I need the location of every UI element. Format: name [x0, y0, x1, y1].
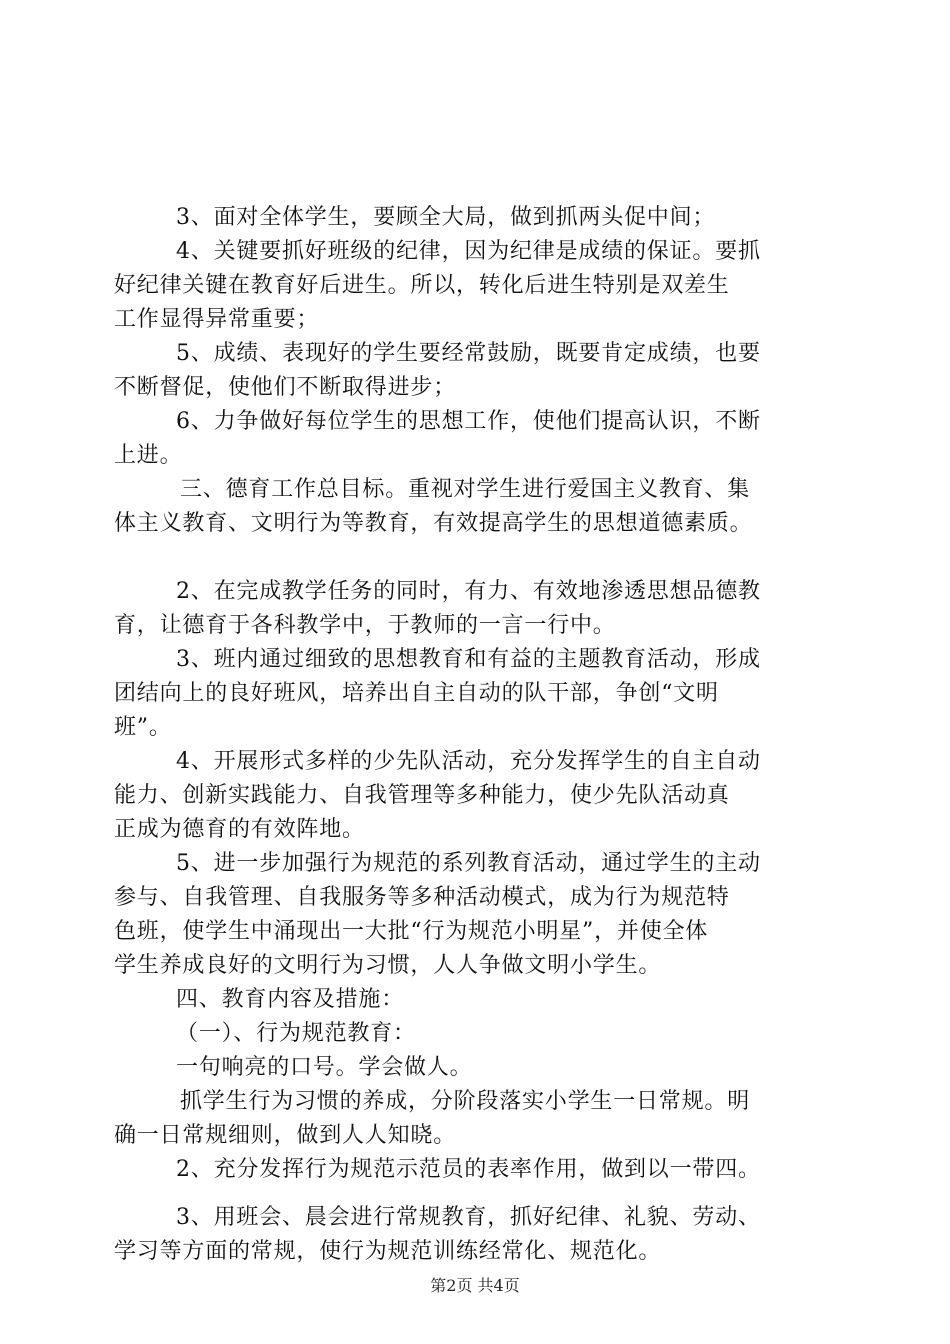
text-line: 团结向上的良好班风，培养出自主自动的队干部，争创“文明 — [114, 681, 719, 706]
text-line: 6、力争做好每位学生的思想工作，使他们提高认识，不断 — [176, 409, 761, 434]
text-line: 不断督促，使他们不断取得进步； — [114, 375, 457, 400]
text-line: 4、开展形式多样的少先队活动，充分发挥学生的自主自动 — [176, 749, 761, 774]
text-line: 三、德育工作总目标。重视对学生进行爱国主义教育、集 — [180, 477, 751, 502]
text-line: 班”。 — [114, 715, 172, 740]
text-line: 学生养成良好的文明行为习惯，人人争做文明小学生。 — [114, 953, 662, 978]
text-line: 5、进一步加强行为规范的系列教育活动，通过学生的主动 — [176, 851, 761, 876]
text-line: 好纪律关键在教育好后进生。所以，转化后进生特别是双差生 — [114, 273, 730, 298]
text-line: 抓学生行为习惯的养成，分阶段落实小学生一日常规。明 — [180, 1089, 751, 1114]
text-line: 学习等方面的常规，使行为规范训练经常化、规范化。 — [114, 1239, 662, 1264]
text-line: 参与、自我管理、自我服务等多种活动模式，成为行为规范特 — [114, 885, 730, 910]
text-line: 体主义教育、文明行为等教育，有效提高学生的思想道德素质。 — [114, 511, 753, 536]
section-heading: 四、教育内容及措施： — [176, 987, 405, 1012]
text-line: 3、班内通过细致的思想教育和有益的主题教育活动，形成 — [176, 647, 761, 672]
text-line: 工作显得异常重要； — [114, 307, 320, 332]
text-line: 5、成绩、表现好的学生要经常鼓励，既要肯定成绩，也要 — [176, 341, 761, 366]
page-number-footer: 第2页 共4页 — [430, 1276, 520, 1295]
text-line: 上进。 — [114, 443, 183, 468]
text-line: 能力、创新实践能力、自我管理等多种能力，使少先队活动真 — [114, 783, 730, 808]
text-line: 2、在完成教学任务的同时，有力、有效地渗透思想品德教 — [176, 579, 761, 604]
text-line: 确一日常规细则，做到人人知晓。 — [114, 1123, 457, 1148]
text-line: 一句响亮的口号。学会做人。 — [176, 1055, 473, 1080]
text-line: 4、关键要抓好班级的纪律，因为纪律是成绩的保证。要抓 — [176, 239, 761, 264]
subsection-heading: （一）、行为规范教育： — [176, 1021, 416, 1046]
text-line: 正成为德育的有效阵地。 — [114, 817, 365, 842]
text-line: 育，让德育于各科教学中，于教师的一言一行中。 — [114, 613, 616, 638]
text-line: 3、用班会、晨会进行常规教育，抓好纪律、礼貌、劳动、 — [176, 1205, 761, 1230]
text-line: 色班，使学生中涌现出一大批“行为规范小明星”，并使全体 — [114, 919, 709, 944]
text-line: 3、面对全体学生，要顾全大局，做到抓两头促中间； — [176, 205, 716, 230]
text-line: 2、充分发挥行为规范示范员的表率作用，做到以一带四。 — [176, 1157, 761, 1182]
